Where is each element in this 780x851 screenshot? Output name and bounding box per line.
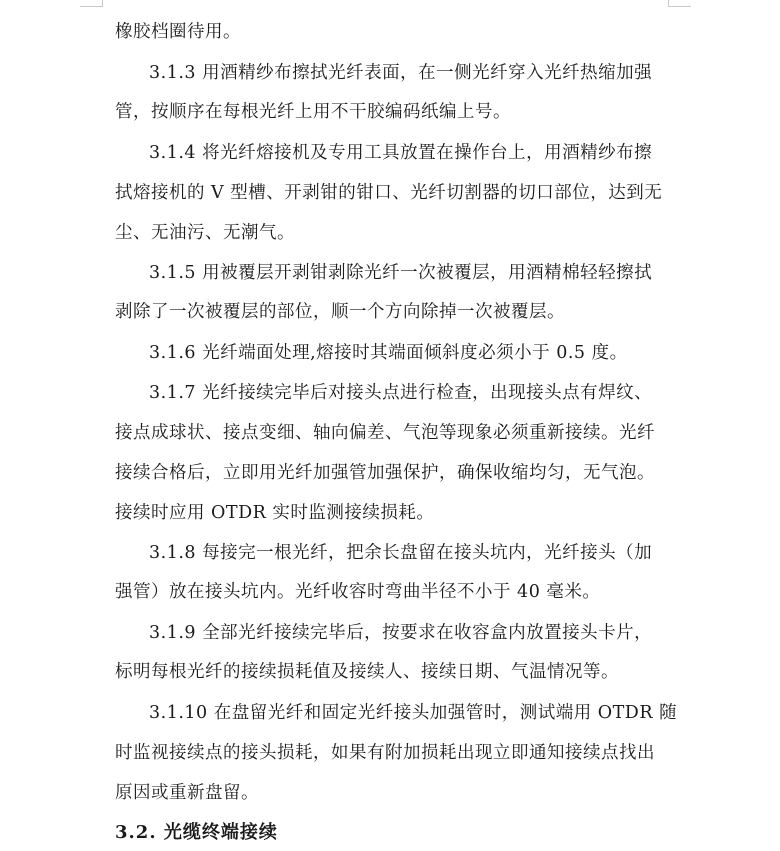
body-line: 时监视接续点的接头损耗，如果有附加损耗出现立即通知接续点找出: [115, 743, 655, 763]
paragraph-3-1-4: 3.1.4 将光纤熔接机及专用工具放置在操作台上，用酒精纱布擦: [149, 143, 653, 163]
paragraph-3-1-7: 3.1.7 光纤接续完毕后对接头点进行检查，出现接头点有焊纹、: [149, 383, 653, 403]
paragraph-3-1-8: 3.1.8 每接完一根光纤，把余长盘留在接头坑内，光纤接头（加: [149, 543, 653, 563]
crop-mark-right: [668, 0, 691, 7]
body-line: 管，按顺序在每根光纤上用不干胶编码纸编上号。: [115, 102, 511, 122]
paragraph-3-1-5: 3.1.5 用被覆层开剥钳剥除光纤一次被覆层，用酒精棉轻轻擦拭: [149, 263, 653, 283]
body-line: 接续合格后，立即用光纤加强管加强保护，确保收缩均匀，无气泡。: [115, 463, 655, 483]
body-line: 接点成球状、接点变细、轴向偏差、气泡等现象必须重新接续。光纤: [115, 423, 655, 443]
body-line: 标明每根光纤的接续损耗值及接续人、接续日期、气温情况等。: [115, 662, 619, 682]
body-line: 尘、无油污、无潮气。: [115, 223, 295, 243]
body-line: 剥除了一次被覆层的部位，顺一个方向除掉一次被覆层。: [115, 302, 565, 322]
paragraph-3-1-3: 3.1.3 用酒精纱布擦拭光纤表面，在一侧光纤穿入光纤热缩加强: [149, 63, 653, 83]
paragraph-3-1-10: 3.1.10 在盘留光纤和固定光纤接头加强管时，测试端用 OTDR 随: [149, 703, 678, 723]
body-line: 接续时应用 OTDR 实时监测接续损耗。: [115, 503, 435, 523]
paragraph-3-1-9: 3.1.9 全部光纤接续完毕后，按要求在收容盒内放置接头卡片，: [149, 623, 653, 643]
body-line: 橡胶档圈待用。: [115, 22, 241, 42]
section-heading-3-2: 3.2. 光缆终端接续: [115, 822, 278, 843]
body-line: 强管）放在接头坑内。光纤收容时弯曲半径不小于 40 毫米。: [115, 582, 601, 602]
body-line: 原因或重新盘留。: [115, 783, 259, 803]
crop-mark-left: [80, 0, 103, 7]
body-line: 拭熔接机的 V 型槽、开剥钳的钳口、光纤切割器的切口部位，达到无: [115, 183, 663, 203]
paragraph-3-1-6: 3.1.6 光纤端面处理,熔接时其端面倾斜度必须小于 0.5 度。: [149, 343, 628, 363]
